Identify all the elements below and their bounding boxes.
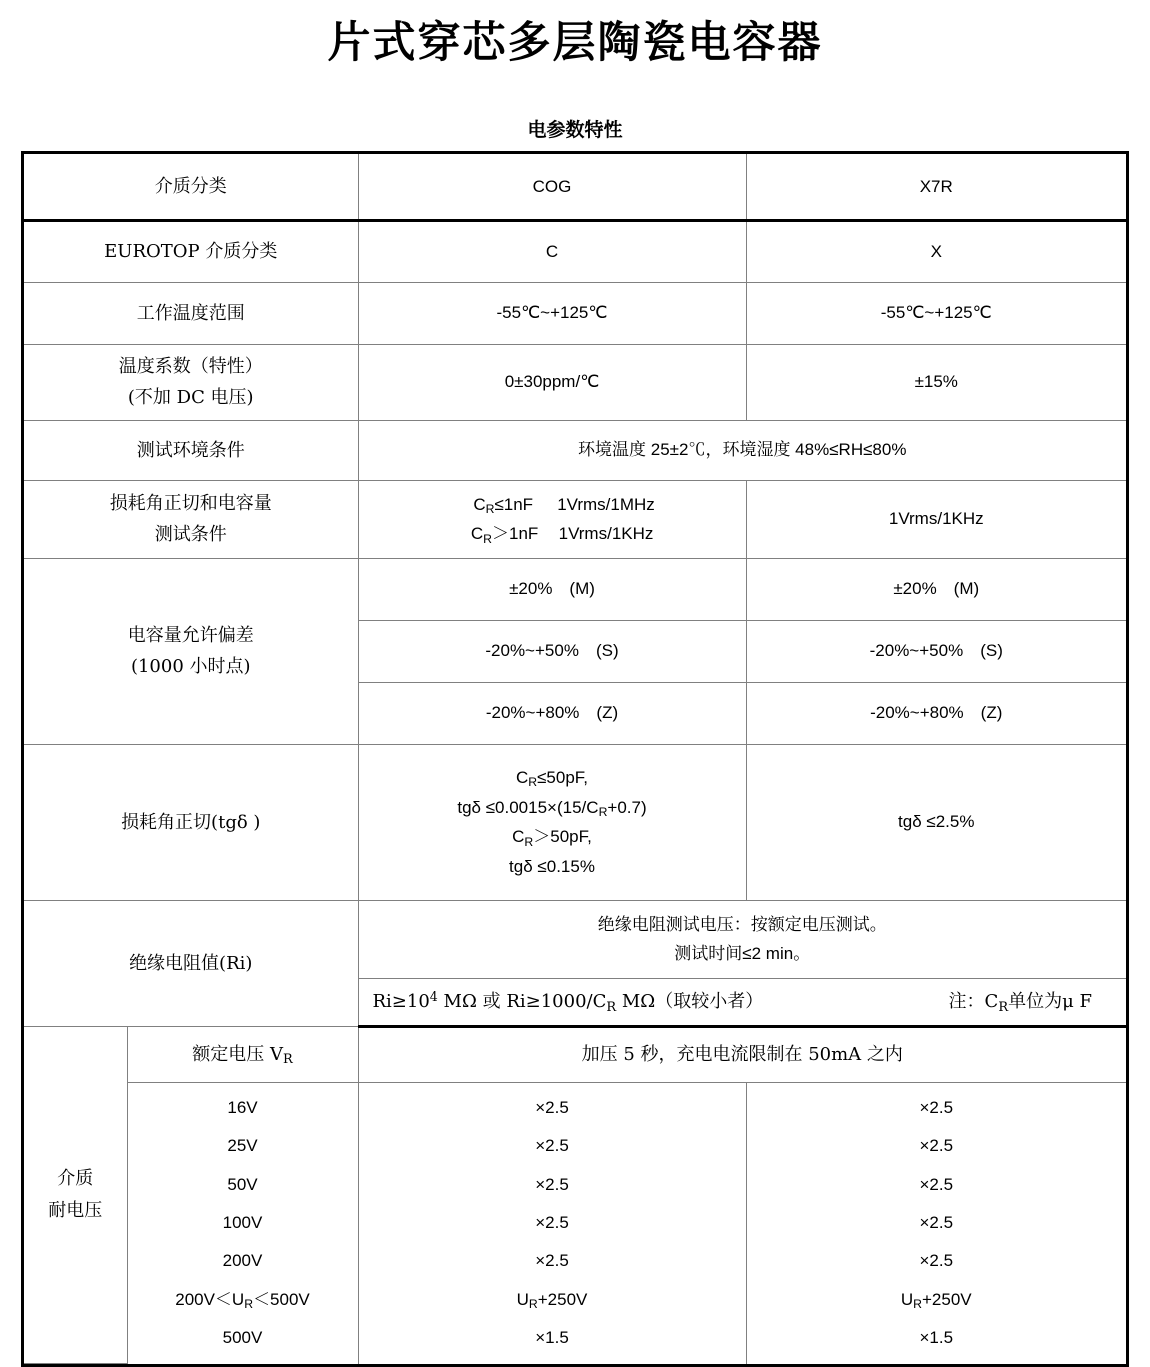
withstand-x7r-500v: ×1.5 [919, 1328, 954, 1348]
withstand-cog-25v: ×2.5 [535, 1136, 569, 1156]
temp-coefficient-label [24, 344, 358, 420]
test-environment-value: 环境温度 25±2℃，环境湿度 48%≤RH≤80% [358, 420, 1126, 480]
spec-table-wrapper [21, 151, 1129, 1367]
loss-cap-test-label-line1: 损耗角正切和电容量 [109, 492, 272, 514]
test-environment-label: 测试环境条件 [24, 420, 358, 480]
capacitance-tolerance-label-line2: (1000 小时点) [130, 656, 251, 678]
loss-cap-test-cog-line2-term: $C_R>1nF$ [470, 524, 539, 546]
capacitance-tolerance-label-line1: 电容量允许偏差 [127, 624, 254, 646]
capacitance-tolerance-x7r-s: -20%~+50% (S) [746, 620, 1126, 682]
section-title: 电参数特性 [527, 119, 623, 142]
loss-tangent-x7r: tgδ ≤2.5% [746, 744, 1126, 900]
capacitance-tolerance-x7r-z: -20%~+80% (Z) [746, 682, 1126, 744]
withstand-x7r-range: $U_R+250V$ [900, 1289, 972, 1312]
voltage-label-16v: 16V [227, 1097, 258, 1117]
withstand-x7r-100v: ×2.5 [919, 1213, 954, 1233]
loss-tangent-cog-line4: tgδ ≤0.15% [509, 857, 595, 877]
temp-range-cog: -55℃~+125℃ [358, 282, 746, 344]
loss-tangent-cog-line3: $C_R>50pF$, [512, 827, 592, 849]
withstand-cog-range: $U_R+250V$ [516, 1289, 588, 1312]
loss-cap-test-label-line2: 测试条件 [154, 524, 227, 546]
eurotop-class-label: EUROTOP 介质分类 [24, 220, 358, 282]
withstand-cog-500v: ×1.5 [535, 1328, 569, 1348]
loss-cap-test-cog-line2-value: 1Vrms/1KHz [558, 524, 654, 544]
dielectric-class-label: 介质分类 [24, 154, 358, 220]
withstand-cog-50v: ×2.5 [535, 1174, 569, 1194]
withstand-cog-16v: ×2.5 [535, 1097, 569, 1117]
withstand-voltage-x7r-list [746, 1082, 1126, 1363]
electrical-parameters-table [24, 154, 1126, 1364]
withstand-cog-200v: ×2.5 [535, 1251, 569, 1271]
voltage-label-50v: 50V [227, 1174, 258, 1194]
withstand-voltage-label-line2: 耐电压 [48, 1199, 103, 1221]
dielectric-class-cog: COG [358, 154, 746, 220]
table-row [24, 282, 1126, 344]
temp-range-label: 工作温度范围 [24, 282, 358, 344]
eurotop-class-x7r: X [746, 220, 1126, 282]
page-title: 片式穿芯多层陶瓷电容器 [327, 18, 823, 68]
voltage-label-100v: 100V [222, 1213, 263, 1233]
insulation-resistance-formula-row [358, 978, 1126, 1026]
table-row [24, 900, 1126, 978]
table-row [24, 154, 1126, 220]
voltage-label-range: $200V<U_R<500V$ [175, 1289, 310, 1312]
withstand-voltage-label-line1: 介质 [57, 1168, 94, 1190]
insulation-resistance-conditions [358, 900, 1126, 978]
insulation-resistance-line2: 测试时间≤2 min。 [674, 944, 811, 964]
withstand-voltage-condition: 加压 5 秒，充电电流限制在 50mA 之内 [358, 1026, 1126, 1082]
temp-range-x7r: -55℃~+125℃ [746, 282, 1126, 344]
rated-voltage-header: 额定电压 $V_R$ [127, 1026, 358, 1082]
temp-coefficient-cog: 0±30ppm/℃ [358, 344, 746, 420]
table-row [24, 344, 1126, 420]
table-row [24, 220, 1126, 282]
table-row [24, 1082, 1126, 1363]
loss-cap-test-cog [358, 480, 746, 558]
dielectric-class-x7r: X7R [746, 154, 1126, 220]
table-row [24, 1026, 1126, 1082]
capacitance-tolerance-cog-z: -20%~+80% (Z) [358, 682, 746, 744]
capacitance-tolerance-label [24, 558, 358, 744]
withstand-voltage-label [24, 1026, 127, 1363]
temp-coefficient-x7r: ±15% [746, 344, 1126, 420]
voltage-label-500v: 500V [222, 1328, 263, 1348]
withstand-cog-100v: ×2.5 [535, 1213, 569, 1233]
voltage-label-200v: 200V [222, 1251, 263, 1271]
eurotop-class-cog: C [358, 220, 746, 282]
withstand-x7r-16v: ×2.5 [919, 1097, 954, 1117]
withstand-voltage-cog-list [358, 1082, 746, 1363]
table-row [24, 744, 1126, 900]
loss-tangent-label: 损耗角正切(tgδ ) [24, 744, 358, 900]
withstand-x7r-25v: ×2.5 [919, 1136, 954, 1156]
loss-tangent-cog-line2: $tg\delta \le 0.0015\times(15/C_R+0.7)$ [457, 797, 647, 819]
loss-tangent-cog-line1: $C_R\le 50pF$, [515, 767, 589, 790]
temp-coefficient-label-line2: (不加 DC 电压) [127, 387, 254, 409]
insulation-resistance-formula: $Ri\ge 10^4$ MΩ 或 $Ri\ge 1000/C_R$ MΩ（取较小者） [372, 989, 764, 1015]
capacitance-tolerance-cog-m: ±20% (M) [358, 558, 746, 620]
loss-cap-test-cog-line1-term: $C_R\le 1nF$ [473, 494, 534, 516]
loss-cap-test-cog-line1-value: 1Vrms/1MHz [557, 494, 655, 514]
loss-cap-test-cog-line2 [367, 519, 738, 549]
table-row [24, 480, 1126, 558]
withstand-x7r-50v: ×2.5 [919, 1174, 954, 1194]
loss-cap-test-x7r: 1Vrms/1KHz [746, 480, 1126, 558]
insulation-resistance-line1: 绝缘电阻测试电压：按额定电压测试。 [597, 914, 887, 934]
loss-cap-test-cog-line1 [367, 490, 738, 520]
withstand-x7r-200v: ×2.5 [919, 1251, 954, 1271]
capacitance-tolerance-cog-s: -20%~+50% (S) [358, 620, 746, 682]
table-row [24, 558, 1126, 620]
temp-coefficient-label-line1: 温度系数（特性） [118, 355, 263, 377]
rated-voltage-list [127, 1082, 358, 1363]
insulation-resistance-label: 绝缘电阻值(Ri) [24, 900, 358, 1026]
voltage-label-25v: 25V [227, 1136, 258, 1156]
capacitance-tolerance-x7r-m: ±20% (M) [746, 558, 1126, 620]
insulation-resistance-note: 注：$C_R$单位为μ F [948, 991, 1092, 1015]
table-row [24, 420, 1126, 480]
loss-tangent-cog [358, 744, 746, 900]
loss-cap-test-label [24, 480, 358, 558]
